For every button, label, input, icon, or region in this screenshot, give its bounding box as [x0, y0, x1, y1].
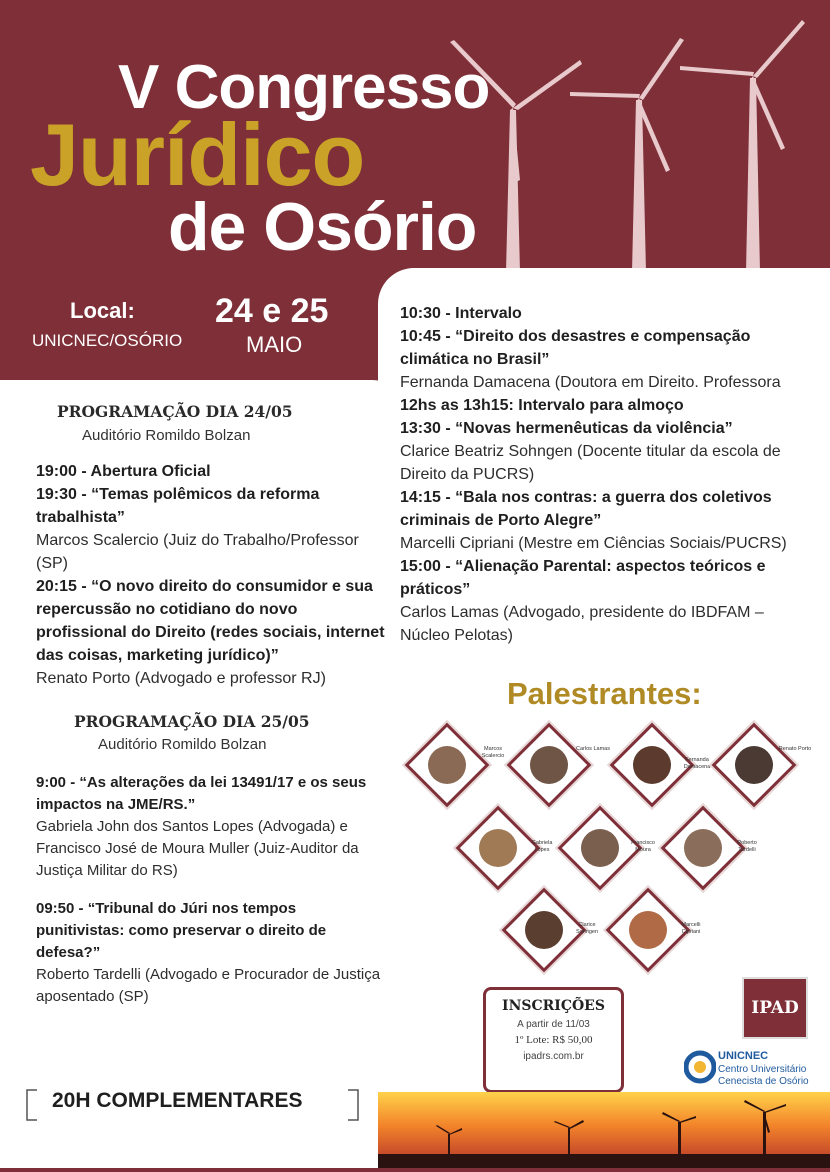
day1-item-body: Renato Porto (Advogado e professor RJ)	[36, 670, 326, 687]
day1-program	[36, 460, 386, 690]
ipad-logo: IPAD	[742, 977, 808, 1039]
registration-date: A partir de 11/03	[517, 1019, 590, 1030]
day2-item-head: 09:50 - “Tribunal do Júri nos tempos punitivistas: como preservar o direito de defesa?”	[36, 900, 327, 961]
day1-item-head: 19:30 - “Temas polêmicos da reforma trabalhista”	[36, 486, 320, 526]
sunset-turbines-icon	[378, 1092, 830, 1168]
event-date: 24 e 25	[215, 292, 329, 330]
day2-item-body: Gabriela John dos Santos Lopes (Advogada) e Francisco José de Moura Muller (Juiz-Auditor da Justiça Militar do RS)	[36, 818, 359, 879]
event-month: MAIO	[246, 332, 303, 357]
day2-program-right	[400, 302, 815, 647]
speaker-name: Gabriela Lopes	[531, 840, 553, 853]
title-line-1: V Congresso	[118, 53, 490, 122]
speaker-name: Roberto Tardelli	[737, 840, 757, 853]
title-line-3: de Osório	[168, 189, 477, 265]
unicnec-subtitle-line: Centro Universitário	[718, 1064, 807, 1075]
day1-venue: Auditório Romildo Bolzan	[82, 427, 251, 444]
location-label: Local:	[70, 298, 135, 323]
day1-item-body: Marcos Scalercio (Juiz do Trabalho/Professor (SP)	[36, 532, 359, 572]
speaker-name: Carlos Lamas	[576, 746, 610, 752]
day2-item-body: Roberto Tardelli (Advogado e Procurador de Justiça aposentado (SP)	[36, 966, 381, 1005]
day1-title: PROGRAMAÇÃO DIA 24/05	[57, 402, 293, 421]
day2-right-head: 14:15 - “Bala nos contras: a guerra dos coletivos criminais de Porto Alegre”	[400, 489, 772, 529]
day2-right-head: 10:30 - Intervalo	[400, 305, 522, 322]
day2-right-head: 15:00 - “Alienação Parental: aspectos teóricos e práticos”	[400, 558, 766, 598]
unicnec-subtitle	[718, 1064, 809, 1088]
day2-right-body: Marcelli Cipriani (Mestre em Ciências Sociais/PUCRS)	[400, 535, 787, 552]
day2-right-body: Clarice Beatriz Sohngen (Docente titular da escola de Direito da PUCRS)	[400, 443, 781, 483]
day2-program-left	[36, 772, 381, 1008]
registration-site[interactable]: ipadrs.com.br	[523, 1051, 584, 1062]
unicnec-logo-icon	[684, 1049, 716, 1085]
registration-price: 1º Lote: R$ 50,00	[514, 1034, 593, 1046]
location-value: UNICNEC/OSÓRIO	[32, 331, 183, 350]
wind-turbines-image	[430, 0, 830, 275]
registration-title: INSCRIÇÕES	[502, 998, 605, 1014]
day2-right-body: Fernanda Damacena (Doutora em Direito. Professora	[400, 374, 781, 391]
speaker-name: Francisco Moura	[631, 840, 655, 853]
speaker-name: Clarice Sohngen	[575, 922, 599, 935]
day1-item-head: 19:00 - Abertura Oficial	[36, 463, 211, 480]
speaker-name: Marcos Scalercio	[481, 746, 505, 759]
speaker-name: Fernanda Damacena	[683, 757, 711, 770]
day2-right-head: 10:45 - “Direito dos desastres e compensação climática no Brasil”	[400, 328, 751, 368]
speaker-name: Renato Porto	[778, 746, 812, 752]
speaker-name: Marcelli Cipriani	[681, 922, 701, 935]
day2-title: PROGRAMAÇÃO DIA 25/05	[74, 712, 310, 731]
unicnec-subtitle-line: Cenecista de Osório	[718, 1076, 809, 1087]
day2-right-head: 12hs as 13h15: Intervalo para almoço	[400, 397, 684, 414]
speaker-face	[428, 746, 466, 784]
registration-box	[483, 987, 624, 1093]
day1-item-head: 20:15 - “O novo direito do consumidor e sua repercussão no cotidiano do novo profissional do Direito (redes sociais, internet das coisas, marketing jurídico)”	[36, 578, 385, 664]
complementary-hours: 20H COMPLEMENTARES	[52, 1089, 303, 1112]
day2-venue: Auditório Romildo Bolzan	[98, 736, 267, 753]
day2-right-body: Carlos Lamas (Advogado, presidente do IBDFAM – Núcleo Pelotas)	[400, 604, 764, 644]
title-line-2: Jurídico	[30, 105, 365, 204]
day2-item-head: 9:00 - “As alterações da lei 13491/17 e os seus impactos na JME/RS.”	[36, 774, 367, 813]
unicnec-name: UNICNEC	[718, 1050, 769, 1062]
speakers-title: Palestrantes:	[507, 676, 702, 711]
day2-right-head: 13:30 - “Novas hermenêuticas da violência”	[400, 420, 733, 437]
sunset-image	[378, 1092, 830, 1168]
